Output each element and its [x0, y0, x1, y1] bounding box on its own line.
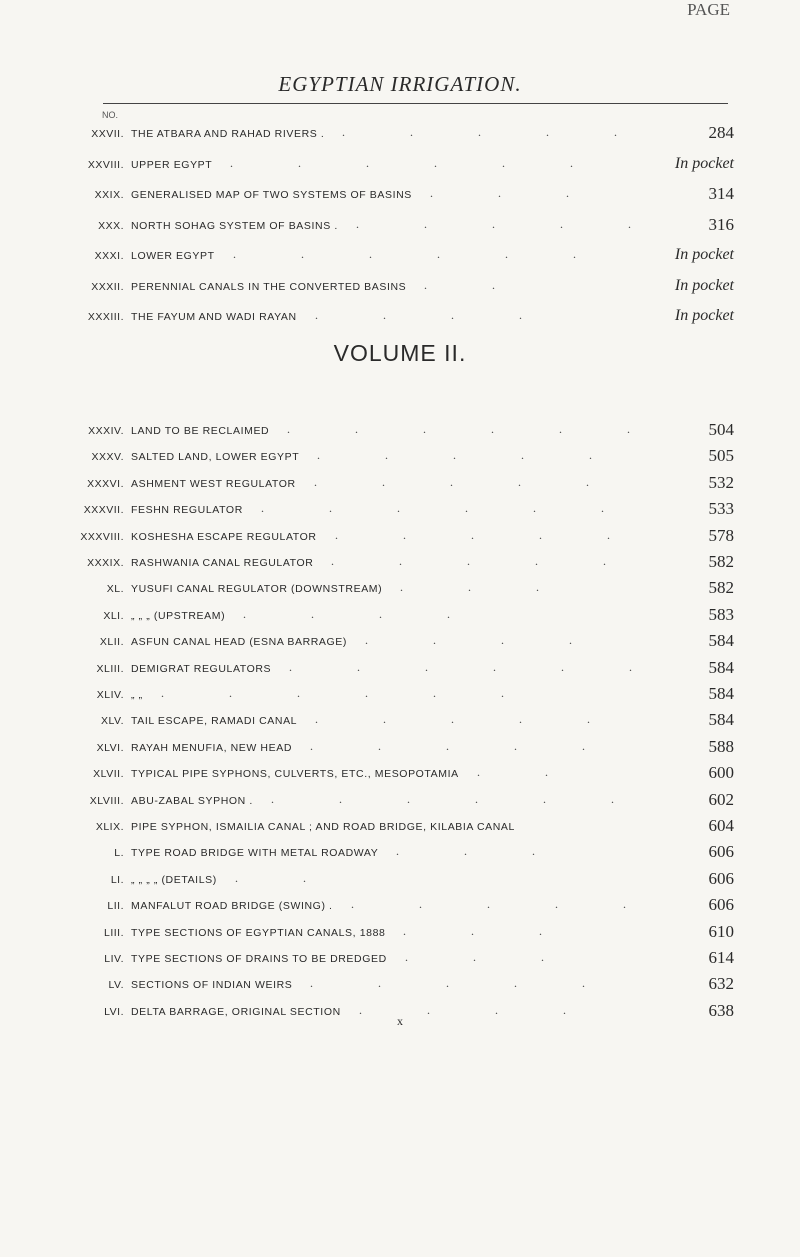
plate-title: TYPE ROAD BRIDGE WITH METAL ROADWAY — [131, 847, 379, 860]
page-reference: 583 — [708, 604, 734, 624]
toc-entry — [0, 895, 800, 917]
plate-title: THE ATBARA AND RAHAD RIVERS . — [131, 128, 325, 140]
toc-entry — [0, 446, 800, 468]
plate-number: LIII. — [103, 926, 124, 939]
plate-title: TYPE SECTIONS OF EGYPTIAN CANALS, 1888 — [131, 926, 386, 939]
page-reference: 632 — [708, 974, 734, 994]
plate-number: XL. — [106, 583, 124, 596]
plate-title: ABU-ZABAL SYPHON . — [131, 794, 253, 807]
leader-dots: . . . — [400, 580, 570, 595]
toc-entry — [0, 184, 800, 206]
leader-dots: . . . . . — [335, 527, 641, 542]
toc-entry — [0, 948, 800, 970]
running-header: EGYPTIAN IRRIGATION. — [278, 72, 522, 96]
volume-heading: VOLUME II. — [333, 340, 467, 366]
toc-entry — [0, 552, 800, 574]
toc-entry — [0, 842, 800, 864]
toc-entry — [0, 790, 800, 812]
toc-entry — [0, 526, 800, 548]
plate-title: PIPE SYPHON, ISMAILIA CANAL ; AND ROAD BRIDGE, KILABIA CANAL — [131, 821, 515, 833]
toc-entry — [0, 684, 800, 706]
page-reference: 584 — [708, 710, 734, 730]
page-reference: 600 — [708, 763, 734, 783]
toc-entry — [0, 816, 800, 838]
toc-entry — [0, 215, 800, 237]
page-reference: In pocket — [674, 307, 734, 324]
page-reference: 584 — [708, 657, 734, 677]
page-reference: 532 — [708, 472, 734, 492]
toc-entry — [0, 578, 800, 600]
leader-dots: . . . . . — [342, 125, 648, 139]
page-reference: 582 — [708, 552, 734, 571]
leader-dots: . . . . . . — [287, 422, 661, 436]
toc-entry — [0, 276, 800, 298]
page-reference: 582 — [708, 578, 734, 598]
plate-number: XXX. — [98, 219, 124, 232]
leader-dots: . . . . . . — [230, 155, 604, 170]
plate-title: ASHMENT WEST REGULATOR — [131, 477, 296, 490]
page-reference: 505 — [708, 446, 734, 466]
plate-number: XLIX. — [95, 821, 124, 833]
plate-number: XXVIII. — [87, 158, 124, 171]
plate-number: XXXVI. — [87, 477, 124, 490]
plate-number: LV. — [108, 979, 124, 992]
leader-dots: . . . . — [359, 1002, 597, 1017]
toc-entry — [0, 737, 800, 759]
page-reference: 584 — [708, 684, 734, 703]
leader-dots: . . — [477, 765, 579, 780]
page-number: x — [397, 1014, 403, 1028]
plate-title: TYPICAL PIPE SYPHONS, CULVERTS, ETC., MESOPOTAMIA — [131, 768, 459, 781]
plate-title: „ „ „ (UPSTREAM) — [131, 609, 226, 622]
page-reference: 314 — [708, 184, 734, 203]
plate-title: LOWER EGYPT — [131, 250, 215, 262]
toc-entry — [0, 710, 800, 732]
plate-number: XXXIII. — [87, 311, 124, 323]
plate-title: MANFALUT ROAD BRIDGE (SWING) . — [131, 900, 333, 913]
plate-title: SECTIONS OF INDIAN WEIRS — [131, 979, 293, 992]
page-reference: 284 — [708, 123, 734, 142]
toc-entry — [0, 499, 800, 521]
plate-number: XLIII. — [96, 662, 124, 675]
toc-entry — [0, 605, 800, 627]
plate-number: LIV. — [104, 953, 124, 965]
plate-title: LAND TO BE RECLAIMED — [131, 425, 270, 437]
page-reference: In pocket — [674, 276, 734, 294]
plate-number: XLVII. — [93, 768, 124, 781]
plate-number: XXXIX. — [87, 557, 124, 569]
leader-dots: . . . . . — [314, 474, 620, 489]
page-reference: 578 — [708, 525, 734, 545]
plate-number: XLVIII. — [89, 794, 124, 807]
page-reference: 606 — [708, 868, 734, 888]
plate-number: XLI. — [103, 609, 124, 622]
plate-title: GENERALISED MAP OF TWO SYSTEMS OF BASINS — [131, 189, 412, 201]
toc-entry — [0, 245, 800, 267]
toc-entry — [0, 631, 800, 653]
plate-title: FESHN REGULATOR — [131, 504, 243, 517]
leader-dots: . . . . . — [317, 448, 623, 463]
page-reference: 610 — [708, 921, 734, 941]
plate-title: YUSUFI CANAL REGULATOR (DOWNSTREAM) — [131, 583, 383, 596]
page-reference: In pocket — [674, 246, 734, 263]
leader-dots: . . . . — [315, 308, 553, 322]
page-reference: 533 — [708, 499, 734, 519]
page-reference: 604 — [708, 816, 734, 835]
page-reference: 316 — [708, 214, 734, 234]
plate-title: RAYAH MENUFIA, NEW HEAD — [131, 741, 293, 754]
toc-entry — [0, 123, 800, 145]
plate-number: XXXVII. — [83, 504, 124, 517]
plate-number: XXXVIII. — [80, 530, 124, 543]
page-reference: 638 — [708, 1000, 734, 1020]
toc-entry — [0, 306, 800, 328]
page-reference: 602 — [708, 789, 734, 809]
column-head-no: NO. — [102, 110, 119, 120]
page-reference: 584 — [708, 631, 734, 651]
leader-dots: . . . . — [243, 606, 481, 621]
leader-dots: . . . . . — [310, 976, 616, 991]
page-reference: 606 — [708, 895, 734, 915]
leader-dots: . . . . . — [310, 738, 616, 753]
toc-entry — [0, 473, 800, 495]
header-rule — [103, 103, 728, 104]
leader-dots: . . . . . . — [261, 501, 635, 516]
plate-number: XXXIV. — [88, 425, 124, 437]
plate-number: XLIV. — [96, 689, 124, 701]
plate-number: XLV. — [100, 715, 124, 728]
leader-dots: . . . . — [365, 633, 603, 648]
page-reference: 504 — [708, 420, 734, 439]
leader-dots: . . . — [396, 844, 566, 859]
plate-title: TYPE SECTIONS OF DRAINS TO BE DREDGED — [131, 953, 387, 965]
plate-number: XXXI. — [94, 250, 124, 262]
plate-title: PERENNIAL CANALS IN THE CONVERTED BASINS — [131, 280, 407, 293]
plate-title: „ „ — [131, 689, 143, 701]
plate-title: KOSHESHA ESCAPE REGULATOR — [131, 530, 317, 543]
leader-dots: . . — [424, 277, 526, 292]
leader-dots: . . — [235, 870, 337, 885]
leader-dots: . . . . . . — [271, 791, 645, 806]
plate-title: DEMIGRAT REGULATORS — [131, 662, 272, 675]
plate-title: RASHWANIA CANAL REGULATOR — [131, 557, 314, 569]
plate-number: LI. — [110, 873, 124, 886]
plate-number: LII. — [107, 900, 124, 913]
plate-number: XXIX. — [94, 189, 124, 201]
leader-dots: . . . . . — [315, 712, 621, 727]
toc-entry — [0, 763, 800, 785]
plate-title: NORTH SOHAG SYSTEM OF BASINS . — [131, 219, 338, 232]
plate-number: L. — [114, 847, 124, 860]
page-reference: 588 — [708, 736, 734, 756]
toc-entry — [0, 869, 800, 891]
column-head-page: PAGE — [687, 0, 730, 19]
plate-title: ASFUN CANAL HEAD (ESNA BARRAGE) — [131, 636, 348, 649]
plate-title: „ „ „ „ (DETAILS) — [131, 873, 217, 886]
plate-number: XLVI. — [96, 741, 124, 754]
leader-dots: . . . . . — [356, 216, 662, 231]
leader-dots: . . . . . — [351, 897, 657, 912]
leader-dots: . . . . . — [331, 554, 637, 568]
toc-entry — [0, 658, 800, 680]
page-reference: In pocket — [674, 154, 734, 172]
plate-title: TAIL ESCAPE, RAMADI CANAL — [131, 715, 298, 728]
plate-number: XLII. — [99, 636, 124, 649]
plate-title: UPPER EGYPT — [131, 158, 213, 171]
leader-dots: . . . . . . — [233, 247, 607, 261]
plate-number: LVI. — [104, 1005, 124, 1018]
plate-number: XXVII. — [91, 128, 124, 140]
plate-number: XXXV. — [91, 451, 124, 464]
leader-dots: . . . . . . — [161, 686, 535, 700]
leader-dots: . . . — [403, 923, 573, 938]
page-reference: 614 — [708, 948, 734, 967]
plate-title: SALTED LAND, LOWER EGYPT — [131, 451, 300, 464]
toc-entry — [0, 974, 800, 996]
toc-entry — [0, 154, 800, 176]
plate-title: THE FAYUM AND WADI RAYAN — [131, 311, 297, 323]
leader-dots: . . . . . . — [289, 659, 663, 674]
leader-dots: . . . — [405, 950, 575, 964]
toc-entry — [0, 420, 800, 442]
plate-number: XXXII. — [91, 280, 124, 293]
leader-dots: . . . — [430, 186, 600, 200]
page-reference: 606 — [708, 842, 734, 862]
toc-entry — [0, 922, 800, 944]
plate-title: DELTA BARRAGE, ORIGINAL SECTION — [131, 1005, 341, 1018]
